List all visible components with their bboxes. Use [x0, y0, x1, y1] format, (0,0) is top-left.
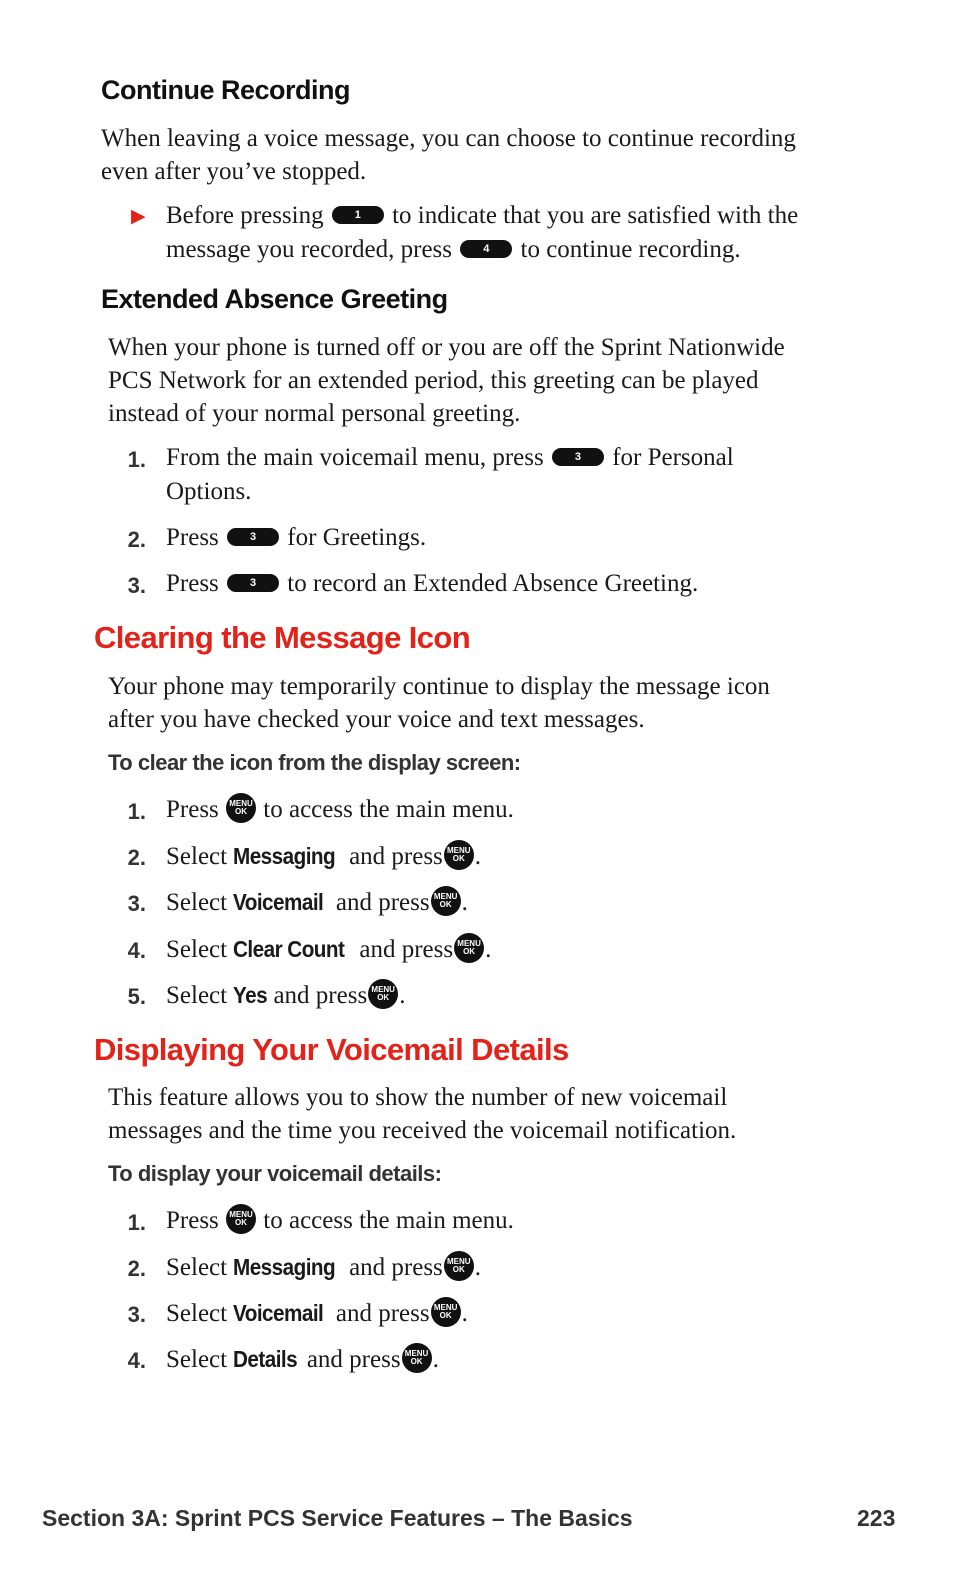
menu-ok-key-icon: MENU OK: [226, 793, 256, 823]
menu-ok-key-icon: MENU OK: [226, 1204, 256, 1234]
menu-option-name: Voicemail: [233, 889, 324, 915]
step-number: 1.: [127, 447, 146, 472]
key-3-icon: 3: [552, 448, 604, 466]
step-number: 3.: [127, 573, 146, 598]
list-item: Select Voicemail and press MENU OK .: [166, 1296, 468, 1331]
list-item: From the main voicemail menu, press 3 for Personal Options.: [166, 444, 734, 505]
list-item: Press 3 to record an Extended Absence Greeting.: [166, 570, 699, 597]
menu-option-name: Details: [233, 1346, 298, 1372]
clearing-lead-in: To clear the icon from the display screen:: [108, 750, 521, 775]
menu-option-name: Voicemail: [233, 1300, 324, 1326]
menu-ok-key-icon: MENU OK: [368, 979, 398, 1009]
key-3-icon: 3: [227, 528, 279, 546]
list-item: Select Voicemail and press MENU OK .: [166, 885, 468, 920]
page-number: 223: [857, 1505, 896, 1531]
step-number: 5.: [127, 984, 146, 1009]
list-item: Press MENU OK to access the main menu.: [166, 793, 514, 827]
list-item: Select Clear Count and press MENU OK .: [166, 932, 491, 967]
step-number: 2.: [127, 845, 146, 870]
list-item: Select Yes and press MENU OK .: [166, 978, 405, 1013]
step-number: 4.: [127, 938, 146, 963]
step-number: 3.: [127, 1302, 146, 1327]
menu-option-name: Messaging: [233, 843, 336, 869]
step-number: 2.: [127, 1256, 146, 1281]
footer-section-title: Section 3A: Sprint PCS Service Features – The Basics: [42, 1505, 633, 1531]
clearing-paragraph: Your phone may temporarily continue to display the message icon after you have checked your voice and text messages.: [108, 673, 770, 733]
extended-absence-heading: Extended Absence Greeting: [101, 284, 448, 314]
list-item: Select Messaging and press MENU OK .: [166, 1250, 481, 1285]
menu-option-name: Clear Count: [233, 936, 345, 962]
continue-recording-paragraph: When leaving a voice message, you can choose to continue recording even after you’ve stopped.: [101, 125, 796, 185]
menu-ok-key-icon: MENU OK: [402, 1343, 432, 1373]
key-3-icon: 3: [227, 574, 279, 592]
continue-recording-heading: Continue Recording: [101, 75, 350, 105]
bullet-arrow-icon: ▶: [131, 205, 146, 227]
menu-ok-key-icon: MENU OK: [431, 886, 461, 916]
step-number: 2.: [127, 527, 146, 552]
step-number: 3.: [127, 891, 146, 916]
step-number: 1.: [127, 799, 146, 824]
list-item: Select Messaging and press MENU OK .: [166, 839, 481, 874]
menu-ok-key-icon: MENU OK: [444, 1251, 474, 1281]
step-number: 1.: [127, 1210, 146, 1235]
step-number: 4.: [127, 1348, 146, 1373]
details-lead-in: To display your voicemail details:: [108, 1161, 442, 1186]
menu-ok-key-icon: MENU OK: [444, 840, 474, 870]
clearing-message-icon-heading: Clearing the Message Icon: [94, 620, 471, 655]
menu-option-name: Yes: [233, 982, 268, 1008]
details-paragraph: This feature allows you to show the number of new voicemail messages and the time you received the voicemail notification.: [108, 1084, 737, 1144]
voicemail-details-heading: Displaying Your Voicemail Details: [94, 1032, 569, 1067]
list-item: Press 3 for Greetings.: [166, 524, 427, 551]
key-1-icon: 1: [332, 206, 384, 224]
list-item: Press MENU OK to access the main menu.: [166, 1204, 514, 1238]
extended-absence-paragraph: When your phone is turned off or you are off the Sprint Nationwide PCS Network for an extended period, this greeting can be played instead of your normal personal greeting.: [108, 334, 785, 427]
menu-ok-key-icon: MENU OK: [454, 933, 484, 963]
menu-option-name: Messaging: [233, 1254, 336, 1280]
list-item: Select Details and press MENU OK .: [166, 1342, 439, 1377]
key-4-icon: 4: [460, 240, 512, 258]
menu-ok-key-icon: MENU OK: [431, 1297, 461, 1327]
continue-recording-bullet: Before pressing 1 to indicate that you are satisfied with the message you recorded, press 4 to continue recording.: [166, 202, 799, 263]
